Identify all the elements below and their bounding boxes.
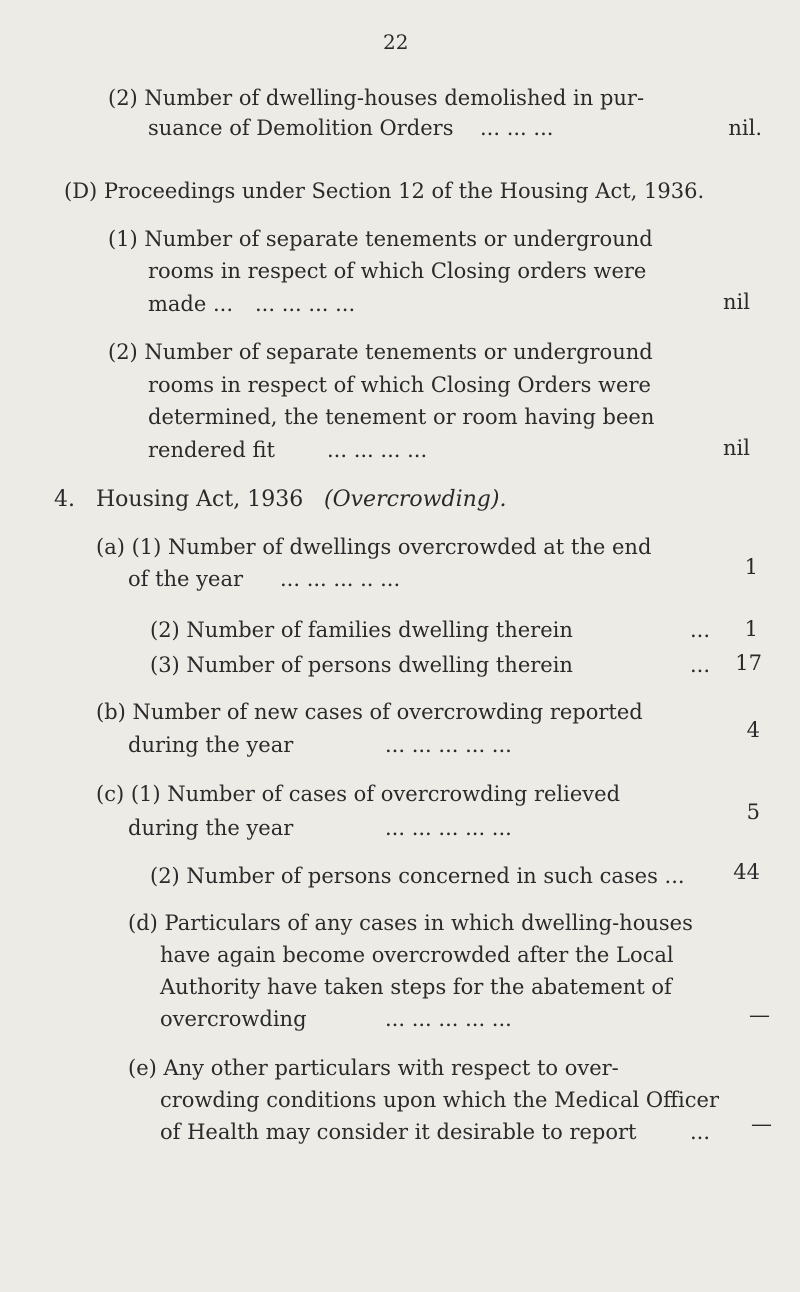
section-4-number: 4. (54, 487, 75, 512)
a1-leader: ... ... ... .. ... (280, 567, 401, 591)
d1-line2: rooms in respect of which Closing orders were (148, 259, 647, 283)
c2-leader: ... ... ... (480, 116, 554, 140)
c1-line1: (c) (1) Number of cases of overcrowding relieved (96, 782, 621, 806)
a2-value: 1 (744, 617, 758, 641)
a1-value: 1 (744, 555, 758, 579)
dd-line1: (d) Particulars of any cases in which dwelling-houses (128, 911, 693, 935)
d2-line4: rendered fit (148, 438, 275, 462)
d2-line1: (2) Number of separate tenements or underground (108, 340, 653, 364)
d1-line1: (1) Number of separate tenements or underground (108, 227, 653, 251)
b-line1: (b) Number of new cases of overcrowding reported (96, 700, 643, 724)
d1-line3: made ... (148, 292, 234, 316)
b-value: 4 (746, 718, 760, 742)
dd-value: — (749, 1003, 770, 1027)
d2-value: nil (723, 436, 750, 460)
a2-leader: ... (690, 618, 711, 642)
d2-leader: ... ... ... ... (327, 438, 428, 462)
b-leader: ... ... ... ... ... (385, 733, 512, 757)
d1-value: nil (723, 290, 750, 314)
c2-line1: (2) Number of dwelling-houses demolished in pur- (108, 86, 645, 110)
dd-line2: have again become overcrowded after the Local (160, 943, 674, 967)
c2-line2: suance of Demolition Orders (148, 116, 454, 140)
dd-line4: overcrowding (160, 1007, 307, 1031)
d2-line2: rooms in respect of which Closing Orders were (148, 373, 651, 397)
e-leader: ... (690, 1120, 711, 1144)
a1-line1: (a) (1) Number of dwellings overcrowded at the end (96, 535, 652, 559)
c2b-value: 44 (733, 860, 760, 884)
dd-leader: ... ... ... ... ... (385, 1007, 512, 1031)
section-4-heading: Housing Act, 1936 (96, 487, 304, 512)
b-line2: during the year (128, 733, 294, 757)
a2-line: (2) Number of families dwelling therein (150, 618, 573, 642)
a1-line2: of the year (128, 567, 244, 591)
a3-value: 17 (735, 651, 762, 675)
c1-value: 5 (746, 800, 760, 824)
section-4-heading-italic: (Overcrowding). (324, 487, 507, 512)
d1-leader: ... ... ... ... (255, 292, 356, 316)
a3-leader: ... (690, 653, 711, 677)
d2-line3: determined, the tenement or room having been (148, 405, 655, 429)
c1-line2: during the year (128, 816, 294, 840)
e-line3: of Health may consider it desirable to report (160, 1120, 637, 1144)
d-heading: (D) Proceedings under Section 12 of the Housing Act, 1936. (64, 179, 705, 203)
dd-line3: Authority have taken steps for the abatement of (160, 975, 672, 999)
e-line2: crowding conditions upon which the Medical Officer (160, 1088, 719, 1112)
a3-line: (3) Number of persons dwelling therein (150, 653, 573, 677)
page-number: 22 (383, 30, 409, 54)
e-line1: (e) Any other particulars with respect to over- (128, 1056, 619, 1080)
c2-value: nil. (728, 116, 762, 140)
e-value: — (751, 1112, 772, 1136)
c1-leader: ... ... ... ... ... (385, 816, 512, 840)
c2b-line: (2) Number of persons concerned in such cases ... (150, 864, 685, 888)
